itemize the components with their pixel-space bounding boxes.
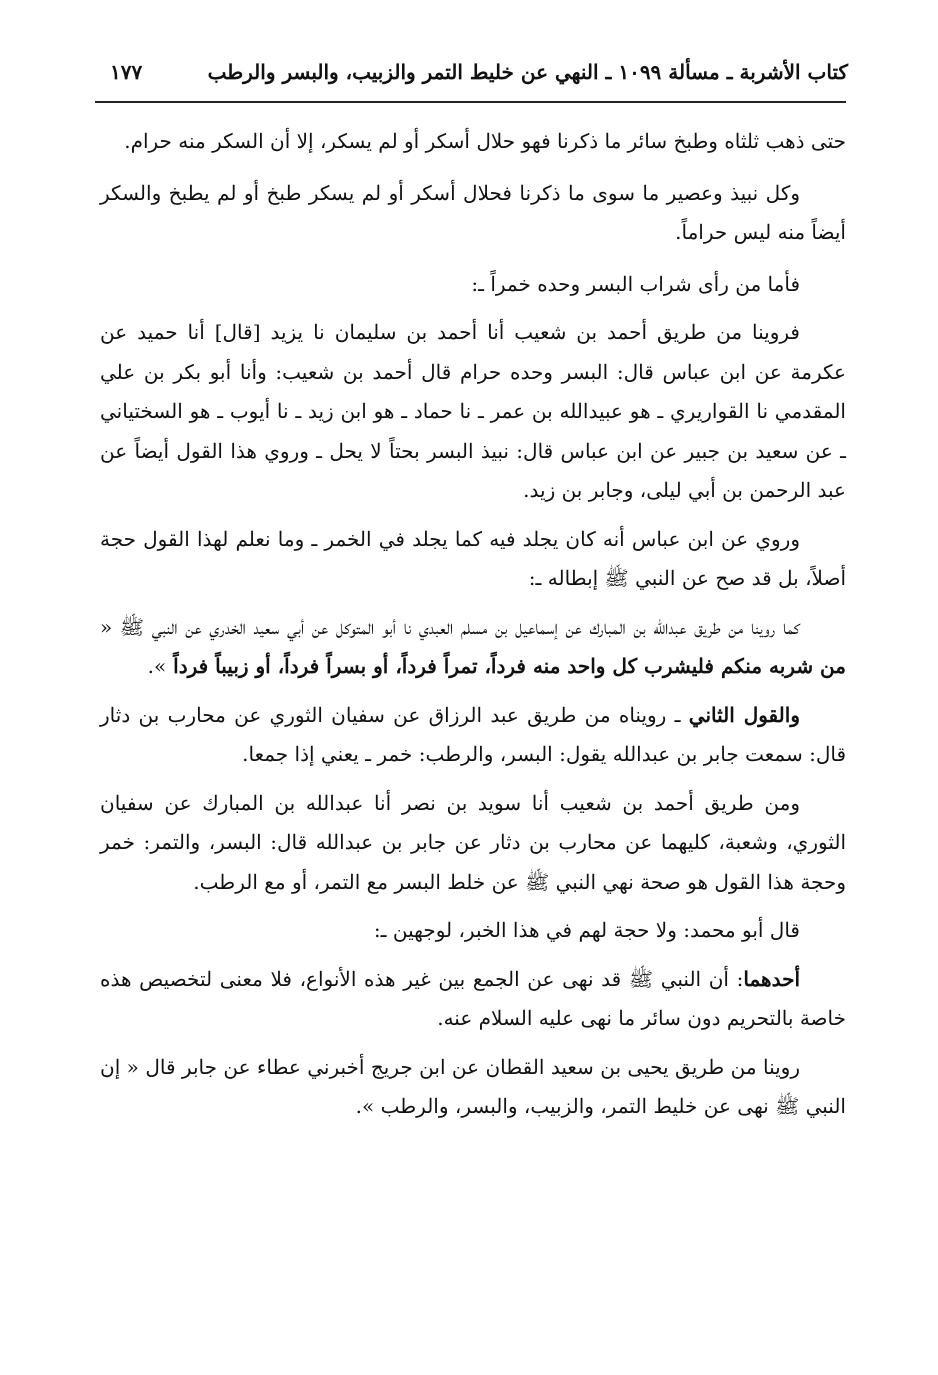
paragraph-7-text: ـ رويناه من طريق عبد الرزاق عن سفيان الثوري عن محارب بن دثار قال: سمعت جابر بن عبدالله يقول: البسر، والرطب: خمر ـ يعني إذا جمعا. <box>100 702 846 766</box>
paragraph-6-end: ». <box>147 654 167 678</box>
hadith-quote: من شربه منكم فليشرب كل واحد منه فرداً، تمراً فرداً، أو بسراً فرداً، أو زبيباً فرداً <box>166 654 846 678</box>
paragraph-6-text: كما روينا من طريق عبدالله بن المبارك عن إسماعيل بن مسلم العبدي نا أبو المتوكل عن أبي سعيد الخدري عن النبي ﷺ « <box>100 614 800 639</box>
second-opinion-heading: والقول الثاني <box>688 702 800 727</box>
paragraph-5: وروي عن ابن عباس أنه كان يجلد فيه كما يجلد في الخمر ـ وما نعلم لهذا القول حجة أصلاً، بل قد صح عن النبي ﷺ إبطاله ـ: <box>100 526 846 590</box>
paragraph-10-text: : أن النبي ﷺ قد نهى عن الجمع بين غير هذه الأنواع، فلا معنى لتخصيص هذه خاصة بالتحريم دون سائر ما نهى عليه السلام عنه. <box>100 966 846 1030</box>
first-reason-heading: أحدهما <box>743 966 800 991</box>
page-body <box>100 122 846 1136</box>
paragraph-4: فروينا من طريق أحمد بن شعيب أنا أحمد بن سليمان نا يزيد [قال] أنا حميد عن عكرمة عن ابن عباس قال: البسر وحده حرام قال أحمد بن شعيب: وأنا أبو بكر بن علي المقدمي نا القواريري ـ هو عبيدالله بن عمر ـ نا حماد ـ هو ابن زيد ـ نا أيوب ـ هو السختياني ـ عن سعيد بن جبير عن ابن عباس قال: نبيذ البسر بحتاً لا يحل ـ وروي هذا القول أيضاً عن عبد الرحمن بن أبي ليلى، وجابر بن زيد. <box>100 320 846 502</box>
paragraph-8: ومن طريق أحمد بن شعيب أنا سويد بن نصر أنا عبدالله بن المبارك عن سفيان الثوري، وشعبة، كليهما عن محارب بن دثار عن جابر بن عبدالله قال: البسر، والتمر: خمر وحجة هذا القول هو صحة نهي النبي ﷺ عن خلط البسر مع التمر، أو مع الرطب. <box>100 790 847 894</box>
paragraph-11: روينا من طريق يحيى بن سعيد القطان عن ابن جريج أخبرني عطاء عن جابر قال « إن النبي ﷺ نهى عن خليط التمر، والزبيب، والبسر، والرطب ». <box>100 1054 846 1118</box>
running-title: كتاب الأشربة ـ مسألة ١٠٩٩ ـ النهي عن خليط التمر والزبيب، والبسر والرطب <box>207 60 848 84</box>
page-header <box>110 52 848 92</box>
paragraph-3: فأما من رأى شراب البسر وحده خمراً ـ: <box>471 271 800 296</box>
paragraph-7 <box>100 696 846 775</box>
paragraph-2: وكل نبيذ وعصير ما سوى ما ذكرنا فحلال أسكر أو لم يسكر طبخ أو لم يطبخ والسكر أيضاً منه ليس حراماً. <box>100 180 846 244</box>
paragraph-9: قال أبو محمد: ولا حجة لهم في هذا الخبر، لوجهين ـ: <box>373 918 800 942</box>
page-number: ١٧٧ <box>110 60 143 84</box>
paragraph-10 <box>100 960 846 1039</box>
paragraph-6 <box>100 608 846 687</box>
paragraph-1: حتى ذهب ثلثاه وطبخ سائر ما ذكرنا فهو حلال أسكر أو لم يسكر، إلا أن السكر منه حرام. <box>124 129 846 153</box>
header-divider <box>95 101 846 103</box>
